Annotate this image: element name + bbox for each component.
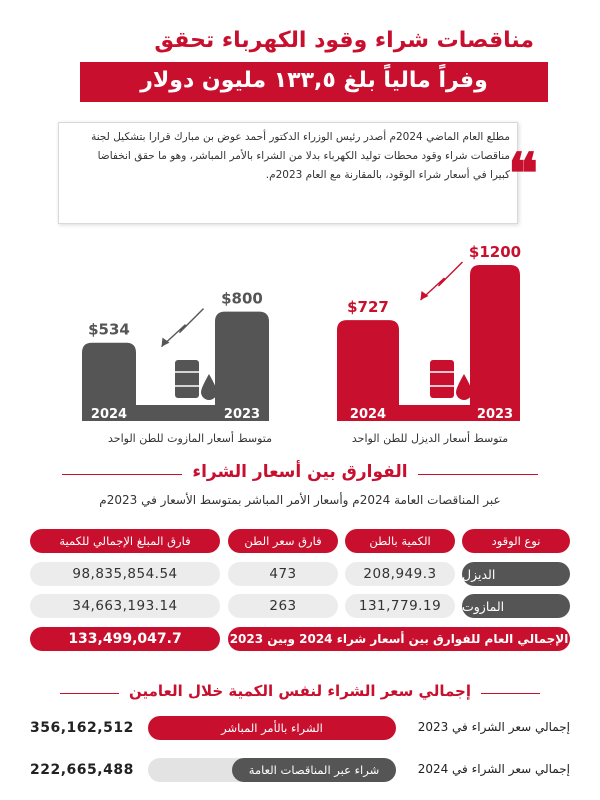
diesel-chart <box>337 243 521 422</box>
total-2023-label: إجمالي سعر الشراء في 2023 <box>417 720 570 734</box>
diesel-barrel-icon <box>430 360 472 400</box>
mazut-bar-2024 <box>82 343 136 405</box>
cell-diesel-price-diff: 473 <box>228 562 338 586</box>
cell-diesel-total-diff: 98,835,854.54 <box>30 562 220 586</box>
cell-diesel-qty: 208,949.3 <box>345 562 455 586</box>
total-2024-label: إجمالي سعر الشراء في 2024 <box>417 762 570 776</box>
diesel-tick-label-2023: 2023 <box>476 407 514 422</box>
diesel-arrow-head-icon <box>421 291 429 300</box>
mazut-tick-label-2024: 2024 <box>90 407 128 422</box>
cell-mazut-price-diff: 263 <box>228 594 338 618</box>
header-total-diff: فارق المبلغ الإجمالي للكمية <box>30 529 220 553</box>
total-diff-value: 133,499,047.7 <box>30 627 220 651</box>
quote-mark-icon: ❝ <box>508 141 539 207</box>
row-label-diesel: الديزل <box>462 562 570 586</box>
cell-mazut-total-diff: 34,663,193.14 <box>30 594 220 618</box>
header-price-diff: فارق سعر الطن <box>228 529 338 553</box>
mazut-arrow-head-icon <box>162 338 170 347</box>
diesel-bar-2023 <box>470 265 520 405</box>
mazut-tick-label-2023: 2023 <box>223 407 261 422</box>
mazut-caption: متوسط أسعار المازوت للطن الواحد <box>108 432 272 445</box>
diesel-tick-label-2024: 2024 <box>349 407 387 422</box>
row-label-mazut: المازوت <box>462 594 570 618</box>
diesel-value-label-2024: $727 <box>347 298 389 317</box>
mazut-barrel-icon <box>175 360 217 400</box>
total-2024-method: شراء عبر المناقصات العامة <box>232 758 396 782</box>
title-line-1: مناقصات شراء وقود الكهرباء تحقق <box>154 28 534 53</box>
title-line-2: وفراً مالياً بلغ ١٣٣,٥ مليون دولار <box>140 68 488 93</box>
total-diff-label: الإجمالي العام للفوارق بين أسعار شراء 2024 وبين 2023 <box>228 627 570 651</box>
bar-charts <box>0 240 600 430</box>
mazut-value-label-2024: $534 <box>88 320 130 339</box>
totals-title: إجمالي سعر الشراء لنفس الكمية خلال العامين <box>60 682 540 700</box>
total-2024-value: 222,665,488 <box>30 762 134 778</box>
header-fuel-type: نوع الوقود <box>462 529 570 553</box>
mazut-decrease-arrow-icon <box>162 309 204 347</box>
diesel-caption: متوسط أسعار الديزل للطن الواحد <box>351 432 509 445</box>
cell-mazut-qty: 131,779.19 <box>345 594 455 618</box>
mazut-chart <box>82 290 269 422</box>
mazut-bar-2023 <box>215 312 269 405</box>
differences-title: الفوارق بين أسعار الشراء <box>60 462 540 482</box>
header-quantity: الكمية بالطن <box>345 529 455 553</box>
total-2023-value: 356,162,512 <box>30 720 134 736</box>
quote-text: مطلع العام الماضي 2024م أصدر رئيس الوزراء الدكتور أحمد عوض بن مبارك قرارا بتشكيل لجنة مناقصات شراء وقود محطات توليد الكهرباء بدلا من الشراء بالأمر المباشر، وهو ما حقق انخفاضا كبيرا في أسعار شراء الوقود، بالمقارنة مع العام 2023م. <box>91 131 510 181</box>
differences-subtitle: عبر المناقصات العامة 2024م وأسعار الأمر المباشر بمتوسط الأسعار في 2023م <box>99 493 501 507</box>
diesel-decrease-arrow-icon <box>421 262 463 300</box>
mazut-value-label-2023: $800 <box>221 289 263 308</box>
total-2023-method: الشراء بالأمر المباشر <box>148 716 396 740</box>
diesel-value-label-2023: $1200 <box>468 243 522 261</box>
diesel-bar-2024 <box>337 320 399 405</box>
